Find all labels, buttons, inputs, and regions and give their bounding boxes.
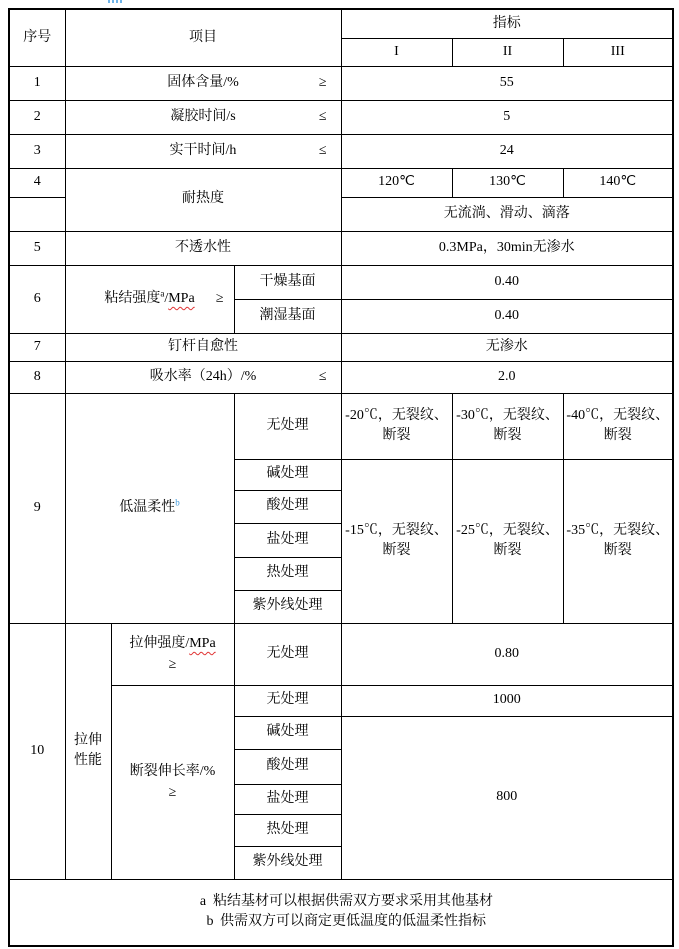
r10-elongation-symbol: ≥ (168, 785, 177, 800)
r6-item-cell (65, 265, 234, 333)
r10-group-label: 拉伸性能 (65, 623, 111, 879)
r10-elong-value-none: 1000 (341, 685, 673, 716)
r10-elong-treated-value: 800 (341, 716, 673, 879)
r2-symbol: ≤ (318, 108, 327, 124)
header-seq: 序号 (9, 9, 65, 66)
r1-symbol: ≥ (318, 74, 327, 90)
r10-tensile-label-line (114, 633, 232, 654)
r8-no: 8 (9, 361, 65, 393)
r6-sub1-value: 0.40 (341, 265, 673, 299)
document-body (8, 8, 674, 947)
r10-tensile-unit: MPa (189, 636, 216, 651)
spec-table (8, 8, 674, 947)
table-row (9, 361, 673, 393)
r10-elong-treatment-salt: 盐处理 (234, 784, 341, 814)
r9-treatment-none: 无处理 (234, 393, 341, 459)
r8-item-cell (65, 361, 341, 393)
r6-no: 6 (9, 265, 65, 333)
footnote-b (12, 912, 670, 932)
footnote-a-text: 粘结基材可以根据供需双方要求采用其他基材 (213, 893, 494, 909)
r9-treatment-alkali: 碱处理 (234, 459, 341, 490)
header-grade-3: III (563, 38, 673, 66)
r4-no: 4 (9, 168, 65, 197)
table-row (9, 623, 673, 685)
r1-item-label: 固体含量/% (167, 74, 239, 90)
r3-symbol: ≤ (318, 142, 327, 158)
r6-item-label: 粘结强度 (104, 290, 161, 306)
r9-treatment-acid: 酸处理 (234, 490, 341, 523)
r10-no: 10 (9, 623, 65, 879)
r10-tensile-label: 拉伸强度 (129, 636, 186, 651)
r9-value-grade3: -40℃，无裂纹、断裂 (563, 393, 673, 459)
header-grade-1: I (341, 38, 452, 66)
table-row (9, 9, 673, 38)
r6-sub2-value: 0.40 (341, 299, 673, 333)
table-row (9, 265, 673, 299)
r6-unit: MPa (168, 290, 195, 306)
r2-value: 5 (341, 100, 673, 134)
r1-item-cell (65, 66, 341, 100)
r1-no: 1 (9, 66, 65, 100)
r8-symbol: ≤ (318, 368, 327, 384)
r7-item-label: 钉杆自愈性 (65, 333, 341, 361)
r9-treatment-salt: 盐处理 (234, 523, 341, 557)
r6-sub1-label: 干燥基面 (234, 265, 341, 299)
r5-item-label: 不透水性 (65, 231, 341, 265)
r7-value: 无渗水 (341, 333, 673, 361)
r6-slash: / (164, 290, 169, 306)
r9-value-grade2: -30℃，无裂纹、断裂 (452, 393, 563, 459)
r3-value: 24 (341, 134, 673, 168)
r9-value-grade1: -20℃，无裂纹、断裂 (341, 393, 452, 459)
r5-value: 0.3MPa，30min无渗水 (341, 231, 673, 265)
r1-value: 55 (341, 66, 673, 100)
table-row (9, 100, 673, 134)
r4-item-label: 耐热度 (65, 168, 341, 231)
r2-no: 2 (9, 100, 65, 134)
cropped-squiggle-artifact (108, 0, 122, 3)
table-row (9, 393, 673, 459)
header-grade-2: II (452, 38, 563, 66)
r6-symbol: ≥ (215, 290, 224, 306)
r5-no: 5 (9, 231, 65, 265)
r4-condition: 无流淌、滑动、滴落 (341, 197, 673, 231)
r6-superscript-a: a (160, 288, 165, 299)
footnote-a-marker: a (199, 893, 207, 909)
footnote-b-text: 供需双方可以商定更低温度的低温柔性指标 (220, 914, 487, 930)
footnote-b-marker: b (206, 914, 214, 930)
r7-no: 7 (9, 333, 65, 361)
r10-elong-treatment-alkali: 碱处理 (234, 716, 341, 749)
r10-elongation-label: 断裂伸长率/% (129, 764, 216, 779)
r4-value-grade3: 140℃ (563, 168, 673, 197)
r6-sub2-label: 潮湿基面 (234, 299, 341, 333)
r10-tensile-value: 0.80 (341, 623, 673, 685)
r8-value: 2.0 (341, 361, 673, 393)
r4-value-grade1: 120℃ (341, 168, 452, 197)
header-indicator: 指标 (341, 9, 673, 38)
table-row (9, 168, 673, 197)
table-row (9, 879, 673, 946)
r2-item-cell (65, 100, 341, 134)
r3-no: 3 (9, 134, 65, 168)
table-row (9, 134, 673, 168)
r9-treated-value-grade1: -15℃，无裂纹、断裂 (341, 459, 452, 623)
r9-item-label: 低温柔性 (119, 499, 176, 515)
r10-elong-treatment-none: 无处理 (234, 685, 341, 716)
r3-item-label: 实干时间/h (169, 142, 237, 158)
footnotes-cell (9, 879, 673, 946)
r9-no: 9 (9, 393, 65, 623)
table-row (9, 231, 673, 265)
r10-elong-treatment-acid: 酸处理 (234, 749, 341, 784)
footnote-a (12, 892, 670, 912)
header-item: 项目 (65, 9, 341, 66)
r9-item-cell (65, 393, 234, 623)
r3-item-cell (65, 134, 341, 168)
r10-tensile-slash: / (185, 636, 190, 651)
r10-tensile-symbol: ≥ (168, 657, 177, 672)
r9-treatment-heat: 热处理 (234, 557, 341, 590)
r10-tensile-treatment: 无处理 (234, 623, 341, 685)
r4-value-grade2: 130℃ (452, 168, 563, 197)
r9-treatment-uv: 紫外线处理 (234, 590, 341, 623)
r10-elong-treatment-heat: 热处理 (234, 814, 341, 846)
r10-elong-treatment-uv: 紫外线处理 (234, 846, 341, 879)
r9-treated-value-grade2: -25℃，无裂纹、断裂 (452, 459, 563, 623)
table-row (9, 66, 673, 100)
r9-superscript-b: b (175, 497, 180, 508)
r10-elongation-cell (111, 685, 234, 879)
r4-no-empty (9, 197, 65, 231)
r2-item-label: 凝胶时间/s (170, 108, 236, 124)
r10-tensile-cell (111, 623, 234, 685)
table-row (9, 333, 673, 361)
r8-item-label: 吸水率（24h）/% (149, 368, 257, 384)
r9-treated-value-grade3: -35℃，无裂纹、断裂 (563, 459, 673, 623)
